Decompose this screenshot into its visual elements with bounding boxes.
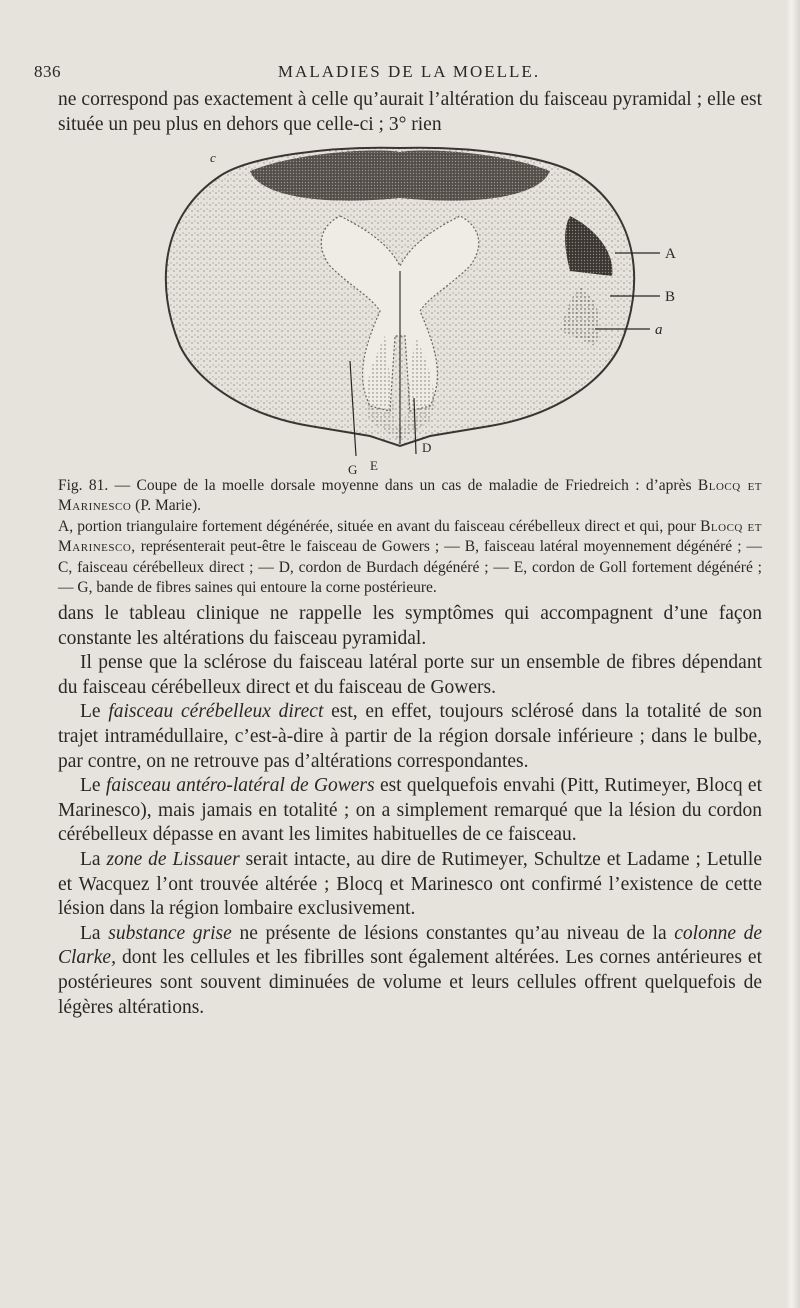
caption-source: (P. Marie).: [135, 497, 202, 515]
p4-rest: est quelquefois envahi (Pitt, Rutimeyer, Blocq et Marinesco), mais jamais en totalité ; on a simplement remarqué que la lésion du cordon cérébelleux dépasse en avant les limites habituelles de ce faisceau.: [58, 775, 762, 846]
intro-paragraph: ne correspond pas exactement à celle qu’aurait l’altération du faisceau pyramidal ; elle est située un peu plus en dehors que celle-ci ; 3° rien: [58, 89, 762, 135]
figure-caption: [58, 476, 762, 598]
figure-label-e: E: [370, 458, 378, 473]
p4-term: faisceau antéro-latéral de Gowers: [105, 775, 375, 797]
figure-label-g: G: [348, 462, 358, 476]
paragraph-2: Il pense que la sclérose du faisceau latéral porte sur un ensemble de fibres dépendant du faisceau cérébelleux direct et du faisceau de Gowers.: [58, 652, 762, 698]
caption-authors: Blocq et Marinesco: [58, 477, 763, 515]
page-header: [34, 62, 764, 84]
figure-label-c: c: [210, 150, 216, 165]
p3-rest: est, en effet, toujours sclérosé dans la totalité de son trajet intramédullaire, c’est-à-dire à partir de la région dorsale inférieure ; dans le bulbe, par contre, on ne retrouve pas d’altérations correspondantes.: [58, 701, 763, 772]
caption-title: [58, 476, 762, 517]
figure-label-a-upper: A: [665, 246, 676, 262]
page-number: 836: [34, 62, 61, 81]
p6-rest: dont les cellules et les fibrilles sont également altérées. Les cornes antérieures et postérieures sont souvent diminuées de volume et leurs cellules offrent quelquefois de légères altérations.: [58, 947, 763, 1018]
paragraph-5: [58, 848, 762, 922]
page-edge: [786, 0, 800, 1308]
p5-term: zone de Lissauer: [106, 848, 240, 870]
figure-label-a-lower: a: [655, 322, 663, 338]
caption-lead: Fig. 81. — Coupe de la moelle dorsale moyenne dans un cas de maladie de Friedreich : d’après: [58, 477, 692, 494]
p6-mid: ne présente de lésions constantes qu’au niveau de la: [239, 922, 667, 944]
paragraph-6: [58, 922, 762, 1020]
p6-lead: La: [80, 922, 101, 944]
paragraph-1: dans le tableau clinique ne rappelle les symptômes qui accompagnent d’une façon constante les altérations du faisceau pyramidal.: [58, 603, 762, 649]
main-text: [58, 602, 762, 1020]
p5-rest: serait intacte, au dire de Rutimeyer, Schultze et Ladame ; Letulle et Wacquez l’ont trouvée altérée ; Blocq et Marinesco ont confirmé l’existence de cette lésion dans la région lombaire exclusivement.: [58, 848, 763, 920]
running-head: MALADIES DE LA MOELLE.: [277, 62, 541, 81]
spinal-cord-section-figure: [100, 136, 700, 476]
p3-lead: Le: [80, 701, 101, 723]
figure-label-d: D: [422, 440, 432, 455]
caption-legend-authors: Blocq et Marinesco,: [58, 517, 762, 556]
p3-term: faisceau cérébelleux direct: [108, 701, 324, 723]
paragraph-3: [58, 700, 762, 774]
figure-label-b: B: [665, 289, 676, 305]
caption-legend-post: représenterait peut-être le faisceau de Gowers ; — B, faisceau latéral moyennement dégénéré ; — C, faisceau cérébelleux direct ; — D, cordon de Burdach dégénéré ; — E, cordon de Goll fortement dégénéré ; — G, bande de fibres saines qui entoure la corne postérieure.: [58, 538, 763, 597]
p6-term-1: substance grise: [108, 922, 232, 944]
paragraph-4: [58, 774, 762, 848]
caption-legend: [58, 517, 762, 599]
caption-legend-a-pre: A, portion triangulaire fortement dégénérée, située en avant du faisceau cérébelleux direct et qui, pour: [58, 517, 696, 535]
p5-lead: La: [80, 848, 101, 870]
p4-lead: Le: [80, 775, 101, 797]
p6-term-2: colonne de Clarke,: [58, 922, 763, 969]
